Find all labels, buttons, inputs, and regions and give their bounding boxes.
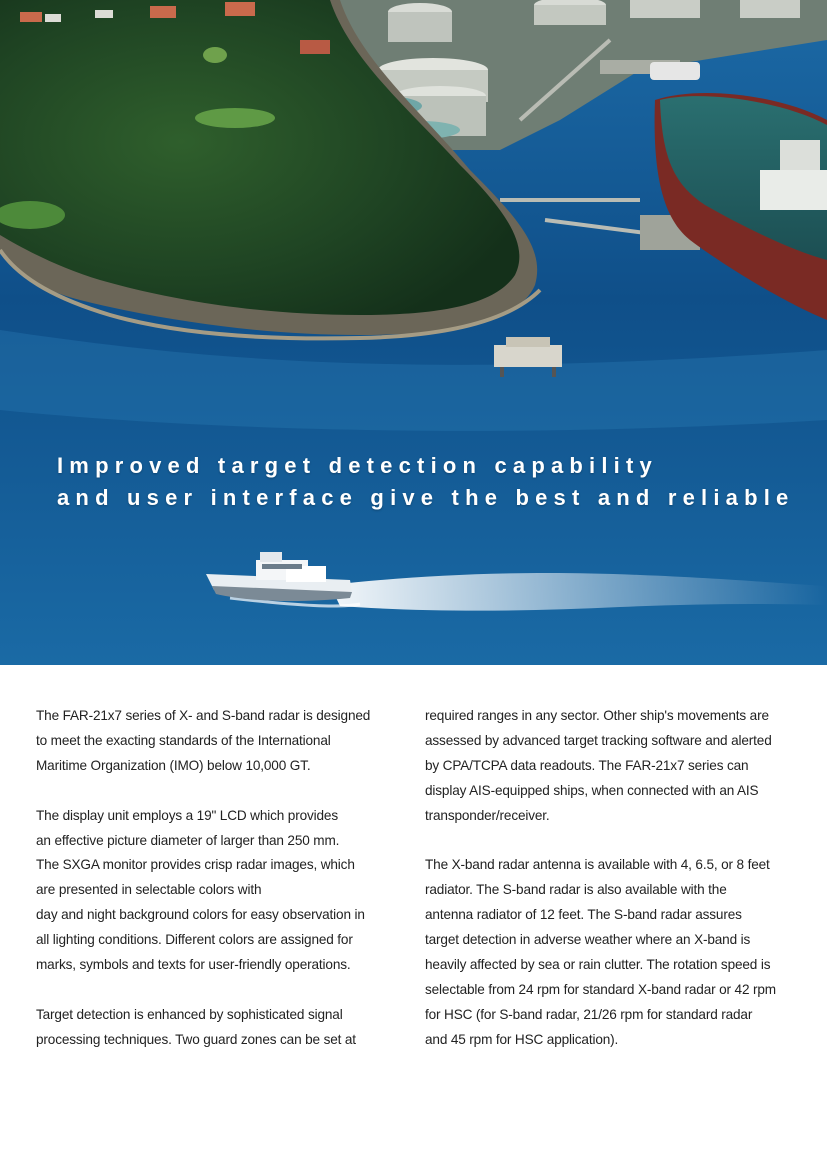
- text-line: Maritime Organization (IMO) below 10,000 GT.: [36, 757, 311, 773]
- text-line: The FAR-21x7 series of X- and S-band radar is designed: [36, 708, 371, 723]
- text-line: target detection in adverse weather where an X-band is: [425, 932, 751, 948]
- text-line: by CPA/TCPA data readouts. The FAR-21x7 series can: [425, 757, 749, 773]
- text-line: processing techniques. Two guard zones can be set at: [36, 1031, 356, 1047]
- headline-line-1: Improved target detection capability: [57, 453, 658, 478]
- paragraph-antenna: [425, 853, 805, 1052]
- text-line: are presented in selectable colors with: [36, 882, 262, 898]
- text-line: for HSC (for S-band radar, 21/26 rpm for standard radar: [425, 1006, 753, 1022]
- text-line: radiator. The S-band radar is also available with the: [425, 882, 727, 898]
- paragraph-target-detection: [36, 1003, 411, 1053]
- text-line: Target detection is enhanced by sophisticated signal: [36, 1006, 343, 1022]
- text-line: day and night background colors for easy observation in: [36, 907, 365, 923]
- left-text-column: [36, 704, 411, 1078]
- paragraph-tracking: [425, 704, 805, 829]
- text-line: antenna radiator of 12 feet. The S-band radar assures: [425, 907, 742, 923]
- text-line: The display unit employs a 19" LCD which provides: [36, 807, 338, 823]
- headline-line-2: and user interface give the best and reliable: [57, 485, 795, 510]
- paragraph-display: [36, 804, 411, 978]
- text-line: heavily affected by sea or rain clutter. The rotation speed is: [425, 957, 771, 973]
- text-line: The X-band radar antenna is available with 4, 6.5, or 8 feet: [425, 857, 770, 873]
- right-text-column: [425, 704, 805, 1078]
- text-line: marks, symbols and texts for user-friendly operations.: [36, 957, 351, 973]
- hero-headline: [57, 450, 795, 514]
- text-line: transponder/receiver.: [425, 807, 550, 823]
- text-line: selectable from 24 rpm for standard X-band radar or 42 rpm: [425, 981, 776, 997]
- paragraph-intro: [36, 704, 411, 779]
- text-line: The SXGA monitor provides crisp radar images, which: [36, 857, 355, 873]
- text-line: required ranges in any sector. Other ship's movements are: [425, 708, 769, 723]
- text-line: an effective picture diameter of larger than 250 mm.: [36, 832, 340, 848]
- text-line: all lighting conditions. Different colors are assigned for: [36, 932, 353, 948]
- text-line: assessed by advanced target tracking software and alerted: [425, 732, 772, 748]
- text-line: display AIS-equipped ships, when connected with an AIS: [425, 782, 759, 798]
- text-line: and 45 rpm for HSC application).: [425, 1031, 619, 1047]
- text-line: to meet the exacting standards of the International: [36, 732, 331, 748]
